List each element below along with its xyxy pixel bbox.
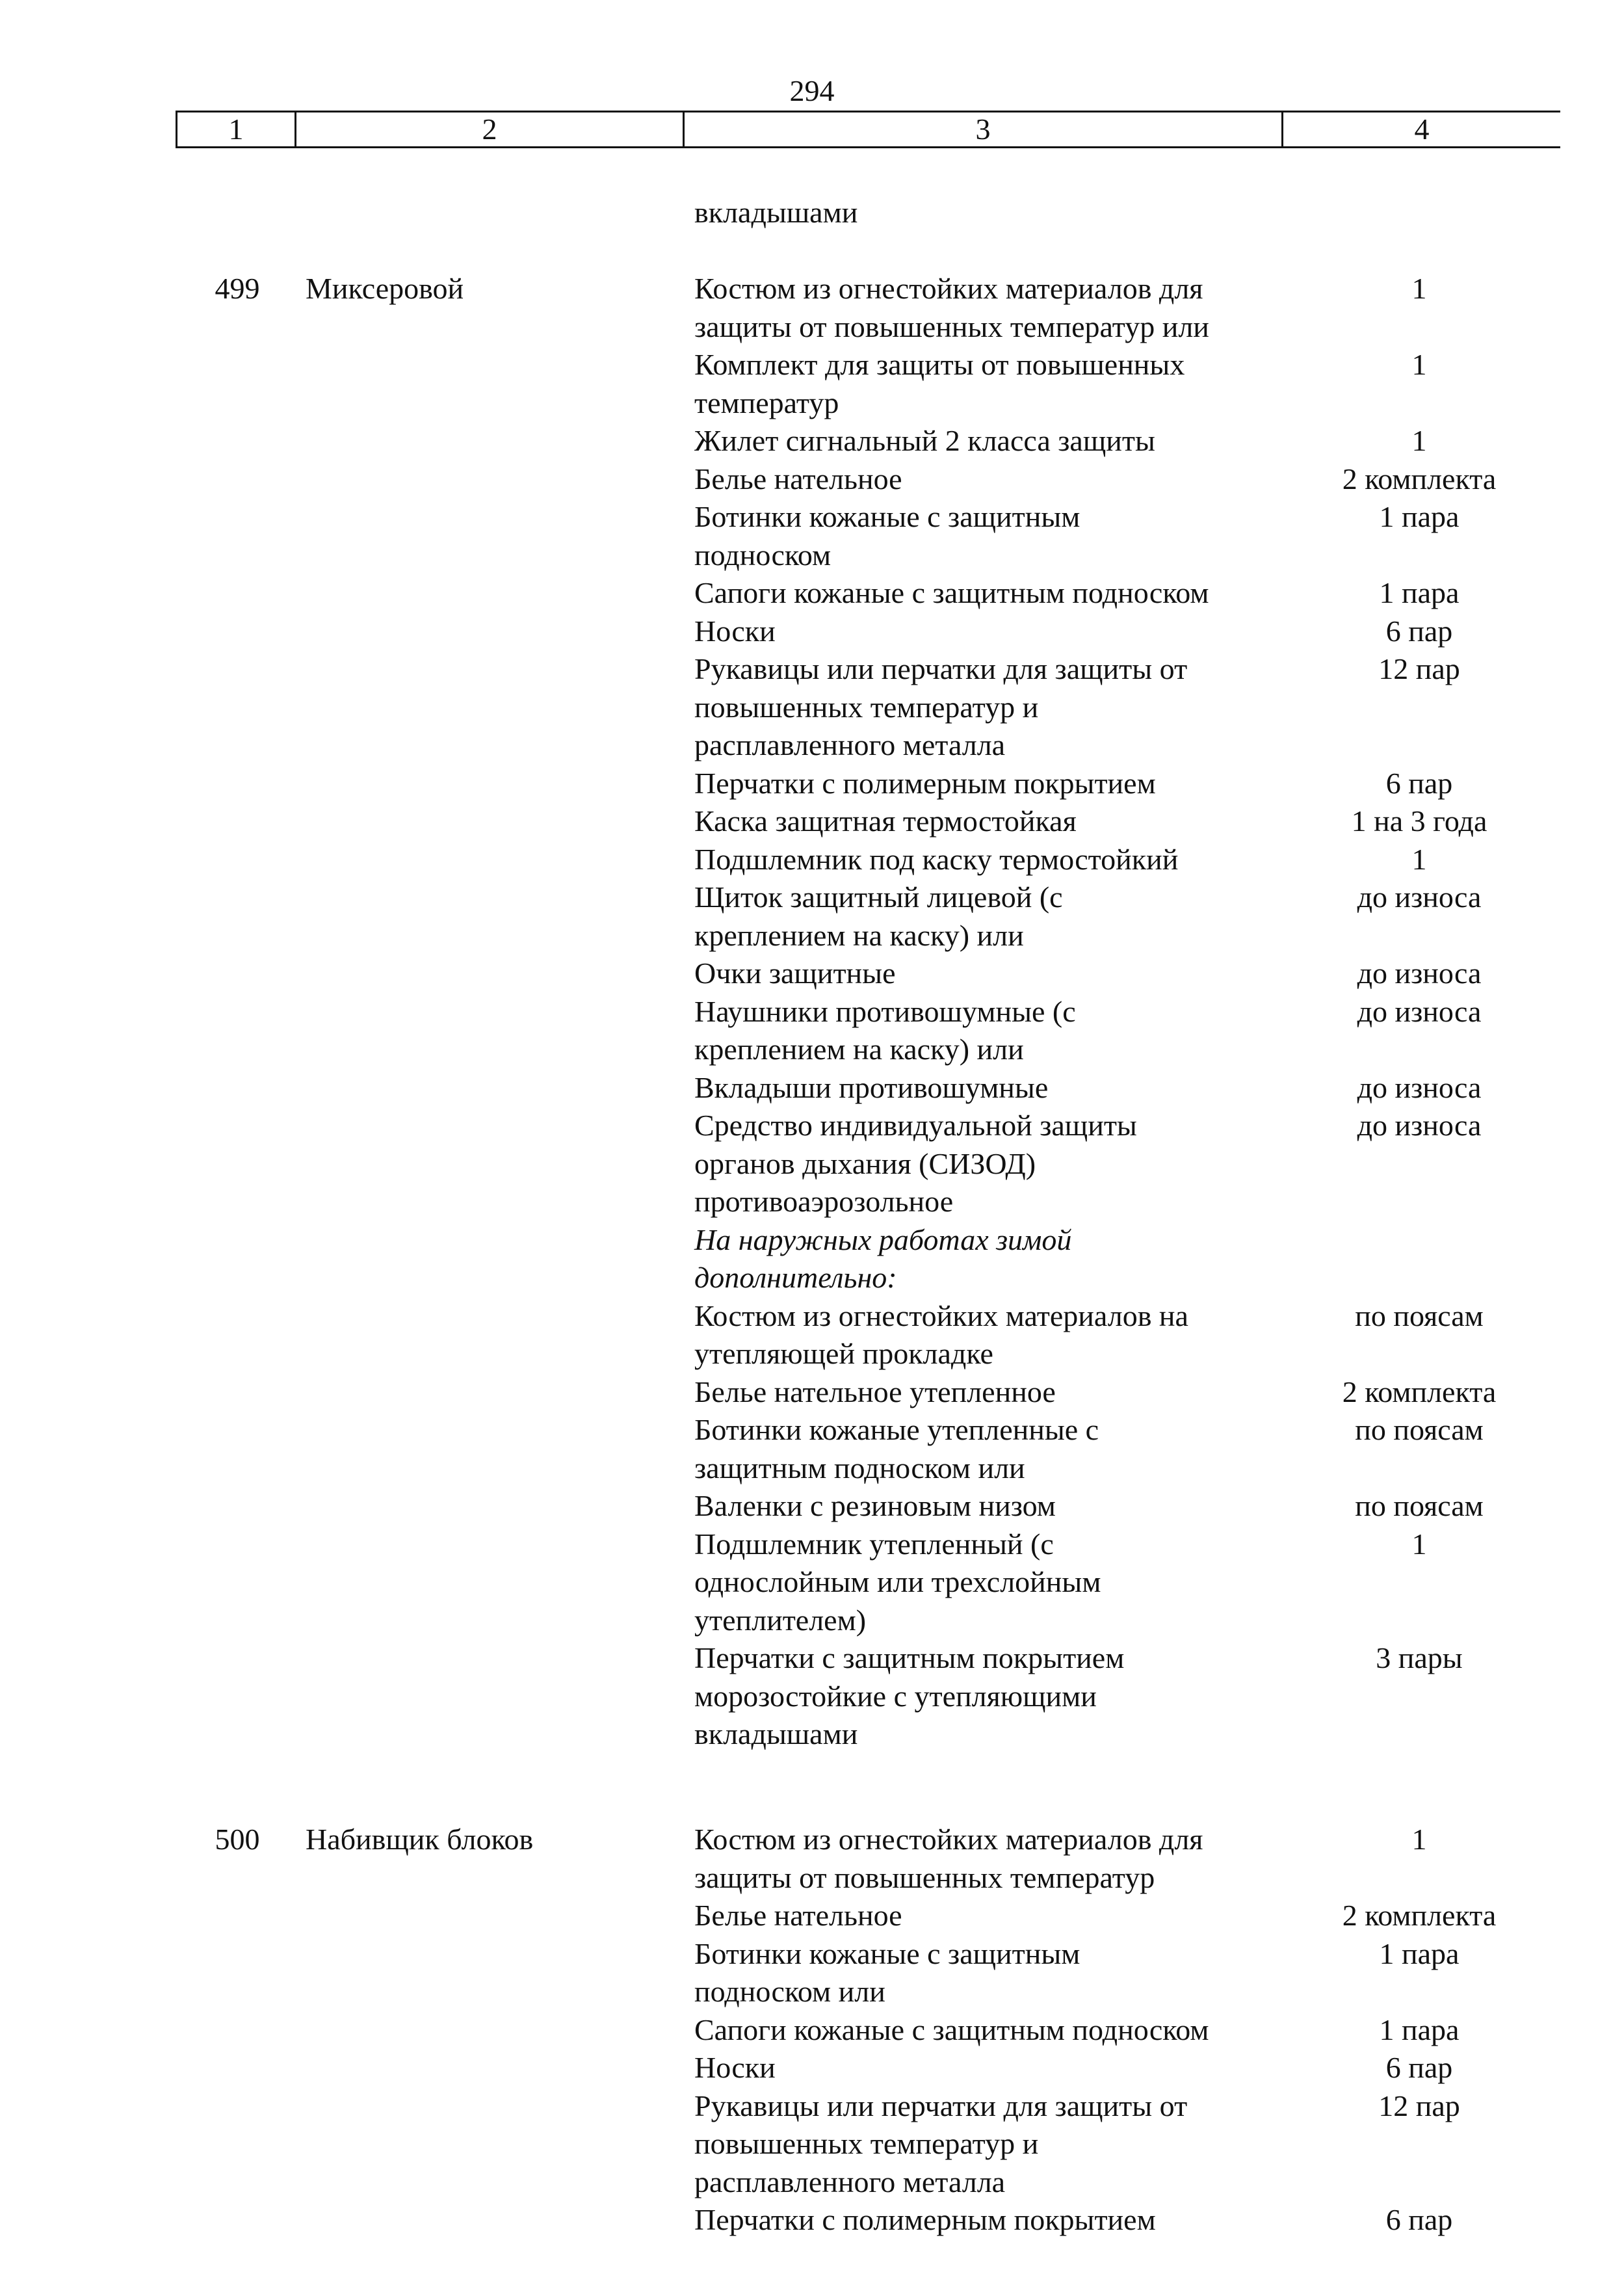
item-name: [694, 841, 1279, 879]
item-name-line: расплавленного металла: [694, 2165, 1006, 2198]
item-quantity: [1279, 1221, 1539, 1297]
item-name-line: Перчатки с полимерным покрытием: [694, 766, 1156, 800]
item-name: [694, 1411, 1279, 1487]
item-name-line: Валенки с резиновым низом: [694, 1489, 1056, 1522]
list-item: [694, 2049, 1559, 2087]
item-name-line: Рукавицы или перчатки для защиты от: [694, 652, 1188, 685]
item-name: [694, 1069, 1279, 1107]
item-name: [694, 765, 1279, 803]
list-item: [694, 346, 1559, 422]
item-name-line: Белье нательное: [694, 462, 902, 495]
item-name-line: расплавленного металла: [694, 728, 1006, 761]
item-quantity: 12 пар: [1378, 2089, 1460, 2122]
item-name: [694, 1221, 1279, 1297]
item-quantity: до износа: [1357, 957, 1482, 990]
list-item: [694, 270, 1559, 346]
item-name: [694, 2011, 1279, 2050]
item-quantity: 12 пар: [1378, 652, 1460, 685]
list-item: [694, 1525, 1559, 1640]
item-name-line: утепляющей прокладке: [694, 1337, 993, 1370]
item-quantity: до износа: [1357, 880, 1482, 914]
item-name-line: Носки: [694, 2051, 776, 2084]
item-quantity: 1: [1411, 1527, 1427, 1561]
item-name: [694, 270, 1279, 346]
list-item: [694, 1297, 1559, 1373]
profession-name: Набивщик блоков: [306, 1823, 534, 1856]
item-name-line: Перчатки с защитным покрытием: [694, 1641, 1125, 1674]
item-quantity: 6 пар: [1385, 614, 1453, 648]
page-number: 294: [789, 74, 835, 107]
item-name-line: утеплителем): [694, 1603, 867, 1637]
item-name-line: Подшлемник под каску термостойкий: [694, 842, 1179, 876]
list-item: [694, 498, 1559, 574]
item-quantity: 1: [1411, 272, 1427, 305]
item-quantity: 6 пар: [1385, 766, 1453, 800]
item-name-line: Костюм из огнестойких материалов для: [694, 1823, 1203, 1856]
item-name-line: Ботинки кожаные с защитным: [694, 1936, 1080, 1970]
list-item: [694, 1411, 1559, 1487]
item-quantity: 2 комплекта: [1342, 1899, 1497, 1932]
list-item: [694, 993, 1559, 1069]
item-quantity: 1 пара: [1379, 576, 1460, 609]
item-quantity: 3 пары: [1376, 1641, 1463, 1674]
list-item: [694, 1935, 1559, 2011]
header-col-1: 1: [177, 112, 296, 146]
item-name-line: морозостойкие с утепляющими: [694, 1679, 1097, 1713]
list-item: [694, 841, 1559, 879]
item-name-line: Костюм из огнестойких материалов на: [694, 1299, 1188, 1332]
item-name: [694, 1525, 1279, 1640]
item-name-line: повышенных температур и: [694, 2127, 1039, 2160]
item-quantity: 1 пара: [1379, 500, 1460, 533]
item-name-line: дополнительно:: [694, 1261, 897, 1294]
item-name-line: Рукавицы или перчатки для защиты от: [694, 2089, 1188, 2122]
list-item: [694, 650, 1559, 765]
list-item: [694, 2087, 1559, 2202]
item-quantity: по поясам: [1355, 1489, 1484, 1522]
item-name: [694, 460, 1279, 499]
item-name-line: Сапоги кожаные с защитным подноском: [694, 576, 1209, 609]
list-item: [694, 955, 1559, 993]
item-quantity: до износа: [1357, 994, 1482, 1028]
list-item: [694, 878, 1559, 955]
item-name-line: Сапоги кожаные с защитным подноском: [694, 2012, 1209, 2046]
list-item: [694, 2011, 1559, 2050]
item-quantity: по поясам: [1355, 1299, 1484, 1332]
item-quantity: 6 пар: [1385, 2203, 1453, 2236]
item-name-line: Белье нательное: [694, 1899, 902, 1932]
ppe-items-list: [694, 270, 1559, 1754]
item-name: [694, 1107, 1279, 1221]
section-number: 500: [215, 1823, 260, 1856]
item-name-line: подноском или: [694, 1975, 885, 2008]
item-quantity: 2 комплекта: [1342, 1375, 1497, 1408]
item-name-line: Наушники противошумные (с: [694, 994, 1076, 1028]
item-name-line: органов дыхания (СИЗОД): [694, 1146, 1036, 1180]
item-name-line: Подшлемник утепленный (с: [694, 1527, 1054, 1561]
item-quantity: 1: [1411, 1823, 1427, 1856]
item-name: [694, 2049, 1279, 2087]
item-quantity: 2 комплекта: [1342, 462, 1497, 495]
item-name: [694, 650, 1279, 765]
list-item: [694, 1639, 1559, 1754]
list-item: [694, 1821, 1559, 1897]
item-name-line: Перчатки с полимерным покрытием: [694, 2203, 1156, 2236]
item-name-line: Каска защитная термостойкая: [694, 804, 1077, 838]
list-item: [694, 422, 1559, 460]
item-name: [694, 878, 1279, 955]
item-name-line: Носки: [694, 614, 776, 648]
item-name-line: Костюм из огнестойких материалов для: [694, 272, 1203, 305]
item-name-line: Очки защитные: [694, 957, 896, 990]
list-item: [694, 1221, 1559, 1297]
item-quantity: 1: [1411, 424, 1427, 457]
item-name: [694, 422, 1279, 460]
item-name-line: защиты от повышенных температур: [694, 1860, 1155, 1894]
item-name: [694, 802, 1279, 841]
carryover-text: вкладышами: [694, 196, 858, 229]
item-name-line: температур: [694, 386, 839, 419]
item-name: [694, 955, 1279, 993]
item-quantity: по поясам: [1355, 1413, 1484, 1446]
item-name: [694, 993, 1279, 1069]
item-name: [694, 1821, 1279, 1897]
item-name-line: Ботинки кожаные с защитным: [694, 500, 1080, 533]
header-col-4: 4: [1414, 112, 1430, 146]
list-item: [694, 574, 1559, 613]
item-name: [694, 346, 1279, 422]
header-col-2: 2: [296, 112, 685, 146]
item-name-line: Ботинки кожаные утепленные с: [694, 1413, 1099, 1446]
item-name: [694, 1297, 1279, 1373]
item-name-line: вкладышами: [694, 1717, 858, 1750]
list-item: [694, 460, 1559, 499]
item-quantity: 1: [1411, 348, 1427, 381]
list-item: [694, 1107, 1559, 1221]
list-item: [694, 1487, 1559, 1525]
item-name-line: Вкладыши противошумные: [694, 1070, 1049, 1104]
item-quantity: 1 пара: [1379, 2012, 1460, 2046]
item-quantity: 1: [1411, 842, 1427, 876]
item-name: [694, 1935, 1279, 2011]
item-name-line: защитным подноском или: [694, 1451, 1025, 1484]
profession-name: Миксеровой: [306, 272, 464, 305]
item-quantity: 6 пар: [1385, 2051, 1453, 2084]
header-col-3: 3: [685, 112, 1283, 146]
item-name-line: противоаэрозольное: [694, 1185, 954, 1218]
item-name-line: Жилет сигнальный 2 класса защиты: [694, 424, 1155, 457]
list-item: [694, 765, 1559, 803]
list-item: [694, 613, 1559, 651]
item-name-line: На наружных работах зимой: [694, 1222, 1072, 1256]
item-quantity: 1 на 3 года: [1351, 804, 1487, 838]
list-item: [694, 802, 1559, 841]
table-header-row: [176, 111, 1560, 148]
item-name: [694, 1897, 1279, 1935]
item-name-line: Белье нательное утепленное: [694, 1375, 1056, 1408]
item-name: [694, 613, 1279, 651]
item-name: [694, 2201, 1279, 2239]
item-name-line: подноском: [694, 538, 832, 572]
item-quantity: до износа: [1357, 1109, 1482, 1142]
item-name-line: защиты от повышенных температур или: [694, 310, 1209, 343]
list-item: [694, 1373, 1559, 1412]
item-name-line: Щиток защитный лицевой (с: [694, 880, 1063, 914]
item-name: [694, 574, 1279, 613]
item-name-line: Средство индивидуальной защиты: [694, 1109, 1137, 1142]
item-name: [694, 2087, 1279, 2202]
item-name: [694, 1639, 1279, 1754]
list-item: [694, 1069, 1559, 1107]
item-name-line: однослойным или трехслойным: [694, 1565, 1101, 1598]
item-name: [694, 498, 1279, 574]
item-name-line: повышенных температур и: [694, 690, 1039, 724]
section-number: 499: [215, 272, 260, 305]
item-name: [694, 1487, 1279, 1525]
list-item: [694, 2201, 1559, 2239]
item-quantity: 1 пара: [1379, 1936, 1460, 1970]
item-name-line: Комплект для защиты от повышенных: [694, 348, 1185, 381]
item-name: [694, 1373, 1279, 1412]
item-name-line: креплением на каску) или: [694, 1033, 1024, 1066]
item-quantity: до износа: [1357, 1070, 1482, 1104]
ppe-items-list: [694, 1821, 1559, 2239]
item-name-line: креплением на каску) или: [694, 918, 1024, 952]
list-item: [694, 1897, 1559, 1935]
